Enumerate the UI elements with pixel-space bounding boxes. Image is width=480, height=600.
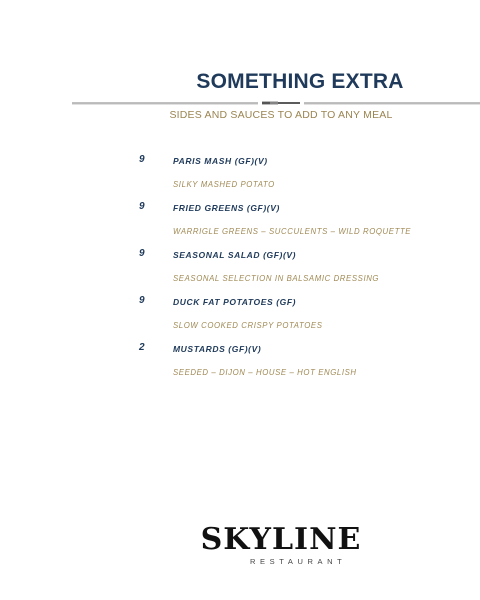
item-description: SLOW COOKED CRISPY POTATOES xyxy=(173,321,323,330)
item-price: 2 xyxy=(139,342,145,353)
item-name: SEASONAL SALAD (GF)(V) xyxy=(173,250,297,260)
item-name: PARIS MASH (GF)(V) xyxy=(173,156,268,166)
page-subtitle: SIDES AND SAUCES TO ADD TO ANY MEAL xyxy=(169,109,393,121)
fork-divider xyxy=(72,100,480,106)
item-price: 9 xyxy=(139,201,145,212)
item-description: WARRIGLE GREENS – SUCCULENTS – WILD ROQUETTE xyxy=(173,227,412,236)
item-description: SEEDED – DIJON – HOUSE – HOT ENGLISH xyxy=(173,368,357,377)
logo-tagline: RESTAURANT xyxy=(250,557,347,566)
fork-icon xyxy=(262,102,300,105)
logo-wordmark: SKYLINE xyxy=(200,522,362,557)
item-name: MUSTARDS (GF)(V) xyxy=(173,344,262,354)
item-price: 9 xyxy=(139,248,145,259)
item-name: FRIED GREENS (GF)(V) xyxy=(173,203,280,213)
item-description: SILKY MASHED POTATO xyxy=(173,180,275,189)
menu-title-wrap xyxy=(72,70,480,94)
restaurant-logo xyxy=(200,524,362,566)
item-description: SEASONAL SELECTION IN BALSAMIC DRESSING xyxy=(173,274,380,283)
item-price: 9 xyxy=(139,154,145,165)
item-price: 9 xyxy=(139,295,145,306)
page-title: SOMETHING EXTRA xyxy=(196,70,404,93)
item-name: DUCK FAT POTATOES (GF) xyxy=(173,297,297,307)
